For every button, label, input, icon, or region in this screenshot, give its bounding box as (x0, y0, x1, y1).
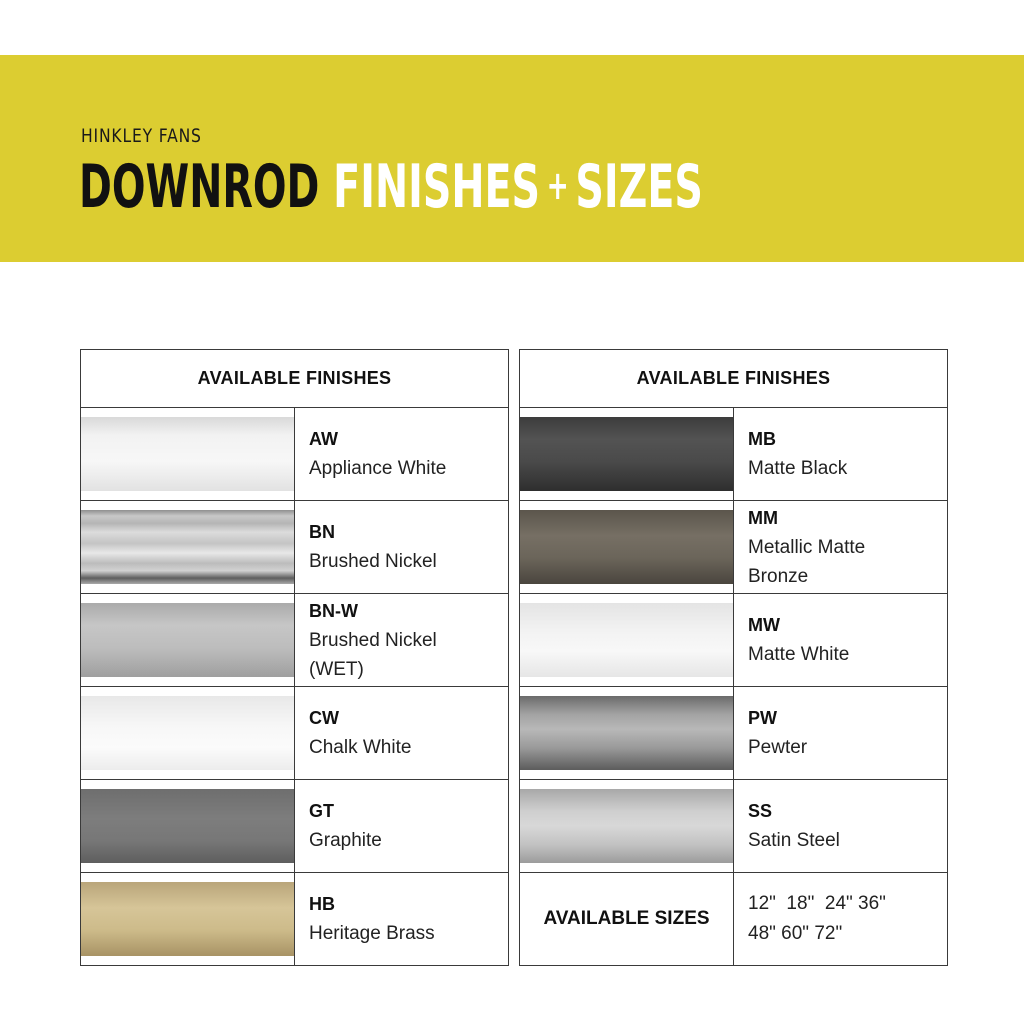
table-heading: AVAILABLE FINISHES (81, 350, 509, 408)
sizes-values (734, 873, 948, 966)
finish-name: Brushed Nickel (309, 629, 437, 651)
table-heading: AVAILABLE FINISHES (520, 350, 948, 408)
finish-info (295, 501, 509, 594)
finish-code: MW (748, 615, 780, 635)
finish-swatch-bn (81, 510, 294, 584)
swatch-cell (81, 687, 295, 780)
sizes-row (520, 873, 948, 966)
finish-code: MM (748, 507, 778, 528)
finish-info (734, 594, 948, 687)
finish-swatch-bn-w (81, 603, 294, 677)
finish-swatch-hb (81, 882, 294, 956)
finish-name: Appliance White (309, 458, 447, 479)
finish-code: CW (309, 708, 339, 728)
finish-info (295, 687, 509, 780)
finish-name: Chalk White (309, 737, 412, 758)
swatch-cell (520, 780, 734, 873)
table-row (81, 873, 509, 966)
table-row (520, 501, 948, 594)
finish-code: GT (309, 801, 334, 821)
table-row (81, 780, 509, 873)
finish-code: PW (748, 708, 777, 728)
swatch-cell (81, 594, 295, 687)
finish-swatch-aw (81, 417, 294, 491)
finishes-table-right (519, 349, 948, 966)
finish-name-line2: Bronze (748, 565, 809, 587)
table-row (81, 594, 509, 687)
finish-info (295, 873, 509, 966)
swatch-cell (520, 594, 734, 687)
swatch-cell (520, 687, 734, 780)
finish-info (734, 780, 948, 873)
finish-info (295, 408, 509, 501)
table-row (520, 687, 948, 780)
finish-name: Pewter (748, 737, 808, 758)
finish-info (295, 780, 509, 873)
sizes-line-2: 48" 60" 72" (748, 923, 843, 944)
title-plus: + (546, 163, 569, 209)
swatch-cell (81, 873, 295, 966)
finish-name: Metallic Matte (748, 536, 866, 558)
swatch-cell (81, 501, 295, 594)
finish-swatch-cw (81, 696, 294, 770)
table-row (81, 687, 509, 780)
title-sizes: SIZES (575, 152, 703, 222)
table-row (520, 594, 948, 687)
finish-info (734, 408, 948, 501)
table-row (81, 408, 509, 501)
finish-name: Graphite (309, 830, 382, 851)
finish-name-line2: (WET) (309, 658, 364, 680)
page-title (79, 150, 703, 223)
swatch-cell (520, 501, 734, 594)
finish-swatch-pw (520, 696, 733, 770)
table-row (520, 780, 948, 873)
finish-code: AW (309, 429, 338, 449)
finish-swatch-ss (520, 789, 733, 863)
finish-swatch-mb (520, 417, 733, 491)
finish-info (295, 594, 509, 687)
finishes-table-left (80, 349, 509, 966)
swatch-cell (81, 780, 295, 873)
finish-swatch-gt (81, 789, 294, 863)
title-finishes: FINISHES (333, 152, 541, 222)
brand-name: HINKLEY FANS (81, 125, 202, 147)
table-row (81, 501, 509, 594)
finish-swatch-mm (520, 510, 733, 584)
finish-info (734, 687, 948, 780)
finish-name: Heritage Brass (309, 923, 435, 944)
finish-code: BN (309, 522, 335, 542)
swatch-cell (520, 408, 734, 501)
title-downrod: DOWNROD (79, 152, 320, 222)
finish-code: BN-W (309, 600, 358, 621)
finish-name: Matte Black (748, 458, 848, 479)
finish-name: Brushed Nickel (309, 551, 437, 572)
finish-name: Matte White (748, 644, 850, 665)
swatch-cell (81, 408, 295, 501)
finish-swatch-mw (520, 603, 733, 677)
finish-code: HB (309, 894, 335, 914)
finish-code: SS (748, 801, 773, 821)
finish-name: Satin Steel (748, 830, 840, 851)
finish-info (734, 501, 948, 594)
sizes-line-1: 12" 18" 24" 36" (748, 893, 886, 914)
finish-code: MB (748, 429, 776, 449)
sizes-label: AVAILABLE SIZES (520, 873, 734, 966)
table-row (520, 408, 948, 501)
